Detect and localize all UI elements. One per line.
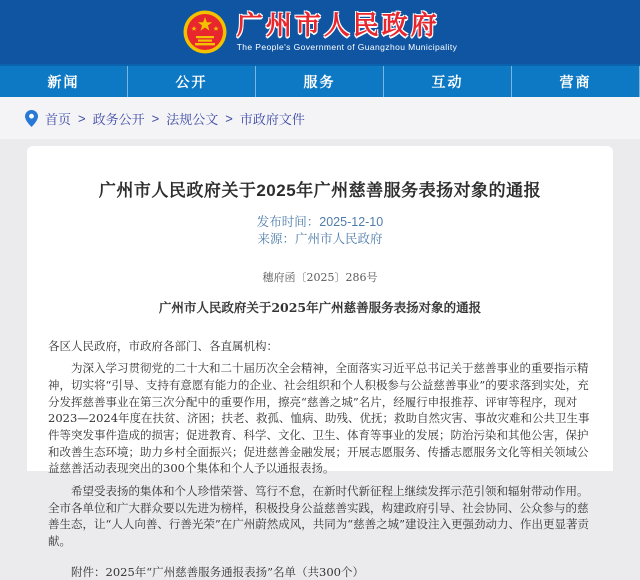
article-meta — [48, 214, 592, 248]
main-nav — [0, 64, 640, 97]
breadcrumb-city-gov-documents: 市政府文件 — [239, 111, 305, 127]
site-logo[interactable] — [183, 10, 458, 54]
nav-item-disclosure[interactable]: 公开 — [128, 66, 256, 97]
site-title: 广州市人民政府 — [236, 9, 440, 40]
breadcrumb — [0, 97, 640, 139]
body-paragraph: 希望受表扬的集体和个人珍惜荣誉、笃行不怠，在新时代新征程上继续发挥示范引领和辐射带动作用。全市各单位和广大群众要以先进为榜样，积极投身公益慈善实践，构建政府引导、社会协同、公众参与的慈善生态，让“人人向善、行善光荣”在广州蔚然成风，共同为“慈善之城”建设注入更强劲动力、作出更显著贡献。 — [48, 484, 590, 549]
nav-item-news[interactable]: 新闻 — [0, 66, 128, 97]
salutation: 各区人民政府，市政府各部门、各直属机构： — [48, 338, 278, 353]
document-title: 广州市人民政府关于2025年广州慈善服务表扬对象的通报 — [158, 299, 482, 315]
article-title: 广州市人民政府关于2025年广州慈善服务表扬对象的通报 — [98, 181, 542, 200]
document-number: 穗府函〔2025〕286号 — [262, 270, 378, 284]
publish-time: 发布时间：2025-12-10 — [256, 215, 384, 229]
nav-item-interaction[interactable]: 互动 — [384, 66, 512, 97]
breadcrumb-regulations[interactable]: 法规公文 — [166, 111, 219, 127]
page-main — [0, 139, 640, 579]
breadcrumb-separator: > — [151, 110, 160, 126]
body-paragraph: 为深入学习贯彻党的二十大和二十届历次全会精神，全面落实习近平总书记关于慈善事业的重要指示精神，切实将“引导、支持有意愿有能力的企业、社会组织和个人积极参与公益慈善事业”的要求落到实处，充分发挥慈善事业在第三次分配中的重要作用，擦亮“慈善之城”名片，经履行申报推荐、评审等程序，现对2023—2024年度在扶贫、济困；扶老、救孤、恤病、助残、优抚；救助自然灾害、事故灾难和公共卫生事件等突发事件造成的损害；促进教育、科学、文化、卫生、体育等事业的发展；防治污染和其他公害，保护和改善生态环境；助力乡村全面振兴；促进慈善金融发展；开展志愿服务、传播志愿服务文化等相关领域公益慈善活动表现突出的300个集体和个人予以通报表扬。 — [48, 361, 590, 476]
location-pin-icon — [25, 110, 38, 127]
article-source: 来源：广州市人民政府 — [257, 231, 383, 246]
breadcrumb-separator: > — [78, 110, 86, 126]
breadcrumb-separator: > — [225, 110, 233, 126]
nav-item-services[interactable]: 服务 — [256, 66, 384, 97]
breadcrumb-gov-disclosure[interactable]: 政务公开 — [92, 111, 145, 127]
site-subtitle: The People's Government of Guangzhou Municipality — [236, 42, 458, 53]
national-emblem-icon — [183, 10, 227, 54]
document-body — [48, 338, 592, 580]
breadcrumb-home[interactable]: 首页 — [45, 111, 72, 127]
article-card — [27, 146, 613, 579]
attachment-line: 附件：2025年“广州慈善服务通报表扬”名单（共300个） — [71, 564, 364, 579]
site-banner — [0, 0, 640, 64]
nav-item-business[interactable]: 营商 — [512, 66, 640, 97]
